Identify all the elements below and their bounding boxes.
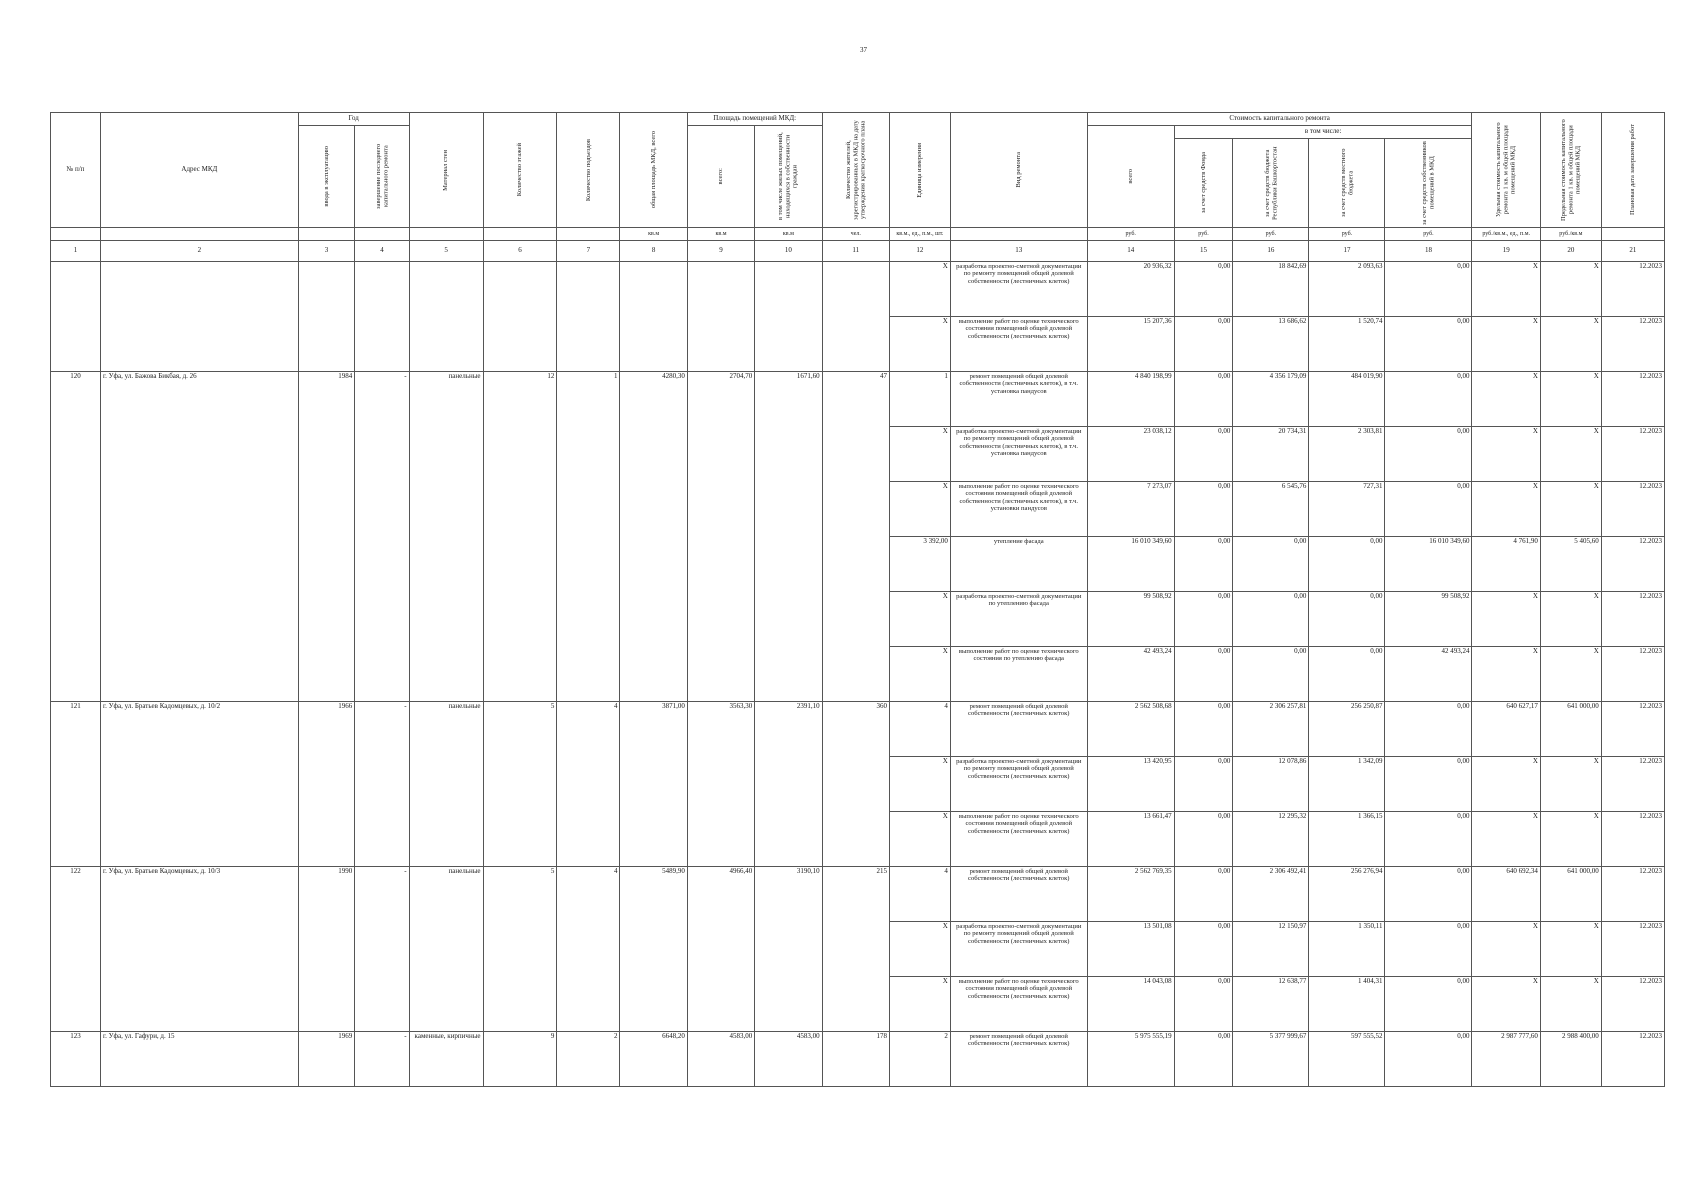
work-cost-fund: 0,00 xyxy=(1174,372,1233,427)
building-area: 4280,30 xyxy=(620,372,687,702)
column-number-cell: 9 xyxy=(687,241,754,262)
work-planned-date: 12.2023 xyxy=(1601,867,1664,922)
work-cost-fund: 0,00 xyxy=(1174,702,1233,757)
building-entrances: 2 xyxy=(557,1032,620,1087)
work-unit: X xyxy=(889,317,950,372)
work-max-cost: X xyxy=(1540,262,1601,317)
work-cost-local: 0,00 xyxy=(1309,647,1385,702)
column-number-cell: 6 xyxy=(483,241,557,262)
work-cost-republic: 12 150,97 xyxy=(1233,922,1309,977)
work-cost-republic: 12 078,86 xyxy=(1233,757,1309,812)
building-owned: 1671,60 xyxy=(755,372,822,702)
work-cost-total: 4 840 198,99 xyxy=(1087,372,1174,427)
work-planned-date: 12.2023 xyxy=(1601,317,1664,372)
header-max-cost: Предельная стоимость капитального ремонта 1 кв. м общей площади помещений МКД xyxy=(1540,113,1601,228)
unit-cell: кв.м xyxy=(755,228,822,241)
work-planned-date: 12.2023 xyxy=(1601,977,1664,1032)
work-cost-republic: 20 734,31 xyxy=(1233,427,1309,482)
unit-cell xyxy=(409,228,483,241)
work-cost-owners: 0,00 xyxy=(1385,372,1472,427)
work-cost-owners: 0,00 xyxy=(1385,262,1472,317)
building-address: г. Уфа, ул. Братьев Кадомцевых, д. 10/2 xyxy=(100,702,298,867)
unit-cell: руб. xyxy=(1309,228,1385,241)
column-number-cell: 12 xyxy=(889,241,950,262)
column-number-cell: 20 xyxy=(1540,241,1601,262)
column-number-cell: 11 xyxy=(822,241,889,262)
header-cost-total: всего xyxy=(1087,126,1174,228)
work-unit-cost: X xyxy=(1472,372,1540,427)
work-type: ремонт помещений общей долевой собственности (лестничных клеток) xyxy=(950,867,1087,922)
building-year: 1969 xyxy=(298,1032,355,1087)
work-planned-date: 12.2023 xyxy=(1601,647,1664,702)
unit-cell xyxy=(483,228,557,241)
work-unit: 3 392,00 xyxy=(889,537,950,592)
work-cost-republic: 18 842,69 xyxy=(1233,262,1309,317)
work-cost-total: 7 273,07 xyxy=(1087,482,1174,537)
work-cost-local: 1 404,31 xyxy=(1309,977,1385,1032)
building-address xyxy=(100,262,298,372)
work-cost-fund: 0,00 xyxy=(1174,977,1233,1032)
work-cost-total: 20 936,32 xyxy=(1087,262,1174,317)
work-planned-date: 12.2023 xyxy=(1601,757,1664,812)
building-last-repair: - xyxy=(355,867,409,1032)
building-owned xyxy=(755,262,822,372)
building-floors: 9 xyxy=(483,1032,557,1087)
work-cost-local: 1 342,09 xyxy=(1309,757,1385,812)
work-cost-total: 13 501,08 xyxy=(1087,922,1174,977)
work-max-cost: X xyxy=(1540,592,1601,647)
work-type: выполнение работ по оценке технического состояния помещений общей долевой собственности (лестничных клеток) xyxy=(950,977,1087,1032)
building-owned: 3190,10 xyxy=(755,867,822,1032)
work-planned-date: 12.2023 xyxy=(1601,702,1664,757)
work-cost-total: 15 207,36 xyxy=(1087,317,1174,372)
column-number-cell: 17 xyxy=(1309,241,1385,262)
work-unit: X xyxy=(889,427,950,482)
work-max-cost: X xyxy=(1540,372,1601,427)
column-number-cell: 18 xyxy=(1385,241,1472,262)
work-cost-local: 1 366,15 xyxy=(1309,812,1385,867)
table-row xyxy=(51,1032,1665,1087)
work-type: разработка проектно-сметной документации по ремонту помещений общей долевой собственности (лестничных клеток) xyxy=(950,922,1087,977)
unit-cell xyxy=(1601,228,1664,241)
units-row xyxy=(51,228,1665,241)
unit-cell: руб. xyxy=(1174,228,1233,241)
work-cost-owners: 0,00 xyxy=(1385,482,1472,537)
work-cost-total: 16 010 349,60 xyxy=(1087,537,1174,592)
building-material: панельные xyxy=(409,702,483,867)
building-floors: 5 xyxy=(483,867,557,1032)
header-no: № п/п xyxy=(51,113,101,228)
work-cost-republic: 6 545,76 xyxy=(1233,482,1309,537)
header-address: Адрес МКД xyxy=(100,113,298,228)
work-max-cost: X xyxy=(1540,812,1601,867)
work-cost-owners: 99 508,92 xyxy=(1385,592,1472,647)
work-planned-date: 12.2023 xyxy=(1601,922,1664,977)
page-number: 37 xyxy=(860,46,867,54)
work-unit: X xyxy=(889,812,950,867)
table-row xyxy=(51,702,1665,757)
table-row xyxy=(51,867,1665,922)
header-wall-material: Материал стен xyxy=(409,113,483,228)
building-no xyxy=(51,262,101,372)
unit-cell: руб. xyxy=(1233,228,1309,241)
header-unit-cost: Удельная стоимость капитального ремонта 1 кв. м общей площади помещений МКД xyxy=(1472,113,1540,228)
header-cost-republic: за счет средств бюджета Республики Башкортостан xyxy=(1233,139,1309,228)
work-max-cost: X xyxy=(1540,977,1601,1032)
work-type: утепление фасада xyxy=(950,537,1087,592)
work-cost-fund: 0,00 xyxy=(1174,427,1233,482)
work-unit: 2 xyxy=(889,1032,950,1087)
work-cost-fund: 0,00 xyxy=(1174,867,1233,922)
work-cost-total: 99 508,92 xyxy=(1087,592,1174,647)
column-number-cell: 19 xyxy=(1472,241,1540,262)
work-type: разработка проектно-сметной документации по утеплению фасада xyxy=(950,592,1087,647)
building-entrances: 4 xyxy=(557,867,620,1032)
work-unit-cost: 640 627,17 xyxy=(1472,702,1540,757)
column-number-cell: 7 xyxy=(557,241,620,262)
work-cost-local: 1 350,11 xyxy=(1309,922,1385,977)
work-cost-fund: 0,00 xyxy=(1174,812,1233,867)
work-cost-total: 2 562 508,68 xyxy=(1087,702,1174,757)
building-residents: 360 xyxy=(822,702,889,867)
work-max-cost: X xyxy=(1540,922,1601,977)
table-body xyxy=(51,262,1665,1087)
work-cost-republic: 0,00 xyxy=(1233,647,1309,702)
building-area: 6648,20 xyxy=(620,1032,687,1087)
work-cost-owners: 0,00 xyxy=(1385,757,1472,812)
table-header xyxy=(51,113,1665,262)
work-type: выполнение работ по оценке технического состояния помещений общей долевой собственности (лестничных клеток) xyxy=(950,812,1087,867)
unit-cell xyxy=(557,228,620,241)
unit-cell: кв.м xyxy=(620,228,687,241)
building-year: 1990 xyxy=(298,867,355,1032)
building-year: 1984 xyxy=(298,372,355,702)
header-unit: Единица измерения xyxy=(889,113,950,228)
work-cost-fund: 0,00 xyxy=(1174,1032,1233,1087)
work-unit: 4 xyxy=(889,867,950,922)
work-cost-fund: 0,00 xyxy=(1174,922,1233,977)
work-type: выполнение работ по оценке технического состояния помещений общей долевой собственности (лестничных клеток) xyxy=(950,317,1087,372)
work-cost-local: 0,00 xyxy=(1309,592,1385,647)
work-unit: X xyxy=(889,922,950,977)
work-max-cost: 2 988 400,00 xyxy=(1540,1032,1601,1087)
work-cost-owners: 0,00 xyxy=(1385,702,1472,757)
work-type: ремонт помещений общей долевой собственности (лестничных клеток) xyxy=(950,702,1087,757)
work-cost-local: 727,31 xyxy=(1309,482,1385,537)
work-cost-total: 13 661,47 xyxy=(1087,812,1174,867)
work-type: выполнение работ по оценке технического состояния помещений общей долевой собственности (лестничных клеток), в т.ч. установки пандусов xyxy=(950,482,1087,537)
building-area: 5489,90 xyxy=(620,867,687,1032)
unit-cell: чел. xyxy=(822,228,889,241)
work-cost-local: 484 019,90 xyxy=(1309,372,1385,427)
unit-cell: кв.м xyxy=(687,228,754,241)
column-number-cell: 4 xyxy=(355,241,409,262)
building-last-repair: - xyxy=(355,702,409,867)
work-planned-date: 12.2023 xyxy=(1601,537,1664,592)
work-cost-republic: 2 306 257,81 xyxy=(1233,702,1309,757)
work-cost-local: 597 555,52 xyxy=(1309,1032,1385,1087)
work-cost-owners: 0,00 xyxy=(1385,317,1472,372)
work-cost-republic: 13 686,62 xyxy=(1233,317,1309,372)
header-cost-fund: за счет средств Фонда xyxy=(1174,139,1233,228)
work-cost-total: 14 043,08 xyxy=(1087,977,1174,1032)
building-residents: 178 xyxy=(822,1032,889,1087)
column-number-cell: 2 xyxy=(100,241,298,262)
work-cost-total: 2 562 769,35 xyxy=(1087,867,1174,922)
building-last-repair: - xyxy=(355,372,409,702)
header-floors: Количество этажей xyxy=(483,113,557,228)
building-year: 1966 xyxy=(298,702,355,867)
work-planned-date: 12.2023 xyxy=(1601,1032,1664,1087)
building-no: 123 xyxy=(51,1032,101,1087)
building-material: панельные xyxy=(409,867,483,1032)
column-number-cell: 3 xyxy=(298,241,355,262)
work-cost-owners: 0,00 xyxy=(1385,427,1472,482)
work-planned-date: 12.2023 xyxy=(1601,812,1664,867)
work-type: разработка проектно-сметной документации по ремонту помещений общей долевой собственности (лестничных клеток), в т.ч. установка пандусов xyxy=(950,427,1087,482)
unit-cell: руб./кв.м., ед., п.м. xyxy=(1472,228,1540,241)
building-entrances: 1 xyxy=(557,372,620,702)
work-cost-republic: 12 638,77 xyxy=(1233,977,1309,1032)
unit-cell: руб. xyxy=(1385,228,1472,241)
building-premises: 4583,00 xyxy=(687,1032,754,1087)
building-year xyxy=(298,262,355,372)
work-cost-owners: 0,00 xyxy=(1385,812,1472,867)
work-planned-date: 12.2023 xyxy=(1601,482,1664,537)
building-floors: 5 xyxy=(483,702,557,867)
work-cost-republic: 0,00 xyxy=(1233,592,1309,647)
work-unit: X xyxy=(889,482,950,537)
building-premises: 4966,40 xyxy=(687,867,754,1032)
work-unit-cost: 4 761,90 xyxy=(1472,537,1540,592)
work-unit-cost: 2 987 777,60 xyxy=(1472,1032,1540,1087)
table-row xyxy=(51,262,1665,317)
building-entrances xyxy=(557,262,620,372)
work-cost-local: 1 520,74 xyxy=(1309,317,1385,372)
column-number-cell: 15 xyxy=(1174,241,1233,262)
unit-cell xyxy=(51,228,101,241)
header-repair-type: Вид ремонта xyxy=(950,113,1087,228)
building-owned: 4583,00 xyxy=(755,1032,822,1087)
building-premises: 2704,70 xyxy=(687,372,754,702)
work-cost-total: 13 420,95 xyxy=(1087,757,1174,812)
column-number-cell: 14 xyxy=(1087,241,1174,262)
work-unit-cost: X xyxy=(1472,922,1540,977)
work-max-cost: X xyxy=(1540,427,1601,482)
unit-cell xyxy=(355,228,409,241)
building-floors xyxy=(483,262,557,372)
building-address: г. Уфа, ул. Братьев Кадомцевых, д. 10/3 xyxy=(100,867,298,1032)
work-unit-cost: X xyxy=(1472,592,1540,647)
unit-cell xyxy=(100,228,298,241)
table-row xyxy=(51,372,1665,427)
header-cost-incl: в том числе: xyxy=(1174,126,1472,139)
header-year-last-repair: завершение последнего капитального ремонта xyxy=(355,126,409,228)
work-unit-cost: X xyxy=(1472,317,1540,372)
work-type: ремонт помещений общей долевой собственности (лестничных клеток), в т.ч. установка пандусов xyxy=(950,372,1087,427)
repair-plan-table-wrapper xyxy=(50,112,1665,1087)
header-residents: Количество жителей, зарегистрированных в МКД на дату утверждения краткосрочного плана xyxy=(822,113,889,228)
work-cost-local: 2 093,63 xyxy=(1309,262,1385,317)
work-type: разработка проектно-сметной документации по ремонту помещений общей долевой собственности (лестничных клеток) xyxy=(950,262,1087,317)
header-cost-group: Стоимость капитального ремонта xyxy=(1087,113,1472,126)
work-cost-owners: 0,00 xyxy=(1385,1032,1472,1087)
header-year-commission: ввода в эксплуатацию xyxy=(298,126,355,228)
building-last-repair xyxy=(355,262,409,372)
work-unit-cost: X xyxy=(1472,427,1540,482)
work-max-cost: 5 405,60 xyxy=(1540,537,1601,592)
work-cost-owners: 42 493,24 xyxy=(1385,647,1472,702)
work-cost-fund: 0,00 xyxy=(1174,592,1233,647)
work-cost-republic: 0,00 xyxy=(1233,537,1309,592)
work-unit: X xyxy=(889,262,950,317)
unit-cell: руб. xyxy=(1087,228,1174,241)
work-cost-republic: 5 377 999,67 xyxy=(1233,1032,1309,1087)
column-number-cell: 1 xyxy=(51,241,101,262)
header-cost-local: за счет средств местного бюджета xyxy=(1309,139,1385,228)
column-number-cell: 13 xyxy=(950,241,1087,262)
work-unit-cost: X xyxy=(1472,757,1540,812)
header-premises-group: Площадь помещений МКД: xyxy=(687,113,822,126)
work-cost-fund: 0,00 xyxy=(1174,647,1233,702)
work-max-cost: X xyxy=(1540,482,1601,537)
building-no: 120 xyxy=(51,372,101,702)
building-area xyxy=(620,262,687,372)
work-cost-local: 2 303,81 xyxy=(1309,427,1385,482)
work-unit: X xyxy=(889,757,950,812)
work-unit-cost: X xyxy=(1472,262,1540,317)
work-planned-date: 12.2023 xyxy=(1601,372,1664,427)
unit-cell: кв.м., ед., п.м., шт. xyxy=(889,228,950,241)
column-number-cell: 16 xyxy=(1233,241,1309,262)
work-max-cost: 641 000,00 xyxy=(1540,702,1601,757)
building-floors: 12 xyxy=(483,372,557,702)
building-no: 121 xyxy=(51,702,101,867)
building-address: г. Уфа, ул. Бажова Бикбая, д. 26 xyxy=(100,372,298,702)
header-cost-owners: за счет средств собственников помещений в МКД xyxy=(1385,139,1472,228)
header-premises-owned: в том числе жилых помещений, находящихся в собственности граждан xyxy=(755,126,822,228)
repair-plan-table xyxy=(50,112,1665,1087)
work-unit: X xyxy=(889,592,950,647)
header-total-area: общая площадь МКД, всего xyxy=(620,113,687,228)
work-cost-total: 23 038,12 xyxy=(1087,427,1174,482)
work-max-cost: X xyxy=(1540,647,1601,702)
header-entrances: Количество подъездов xyxy=(557,113,620,228)
building-entrances: 4 xyxy=(557,702,620,867)
work-cost-republic: 12 295,32 xyxy=(1233,812,1309,867)
work-max-cost: 641 000,00 xyxy=(1540,867,1601,922)
work-cost-fund: 0,00 xyxy=(1174,537,1233,592)
building-address: г. Уфа, ул. Гафури, д. 15 xyxy=(100,1032,298,1087)
header-premises-total: всего: xyxy=(687,126,754,228)
building-residents: 215 xyxy=(822,867,889,1032)
work-cost-local: 0,00 xyxy=(1309,537,1385,592)
building-owned: 2391,10 xyxy=(755,702,822,867)
work-cost-total: 42 493,24 xyxy=(1087,647,1174,702)
work-planned-date: 12.2023 xyxy=(1601,427,1664,482)
work-unit-cost: X xyxy=(1472,977,1540,1032)
building-premises xyxy=(687,262,754,372)
work-unit-cost: 640 692,34 xyxy=(1472,867,1540,922)
work-planned-date: 12.2023 xyxy=(1601,262,1664,317)
work-cost-local: 256 276,94 xyxy=(1309,867,1385,922)
work-unit: 1 xyxy=(889,372,950,427)
column-number-cell: 10 xyxy=(755,241,822,262)
work-type: ремонт помещений общей долевой собственности (лестничных клеток) xyxy=(950,1032,1087,1087)
unit-cell xyxy=(950,228,1087,241)
building-residents xyxy=(822,262,889,372)
building-material: каменные, кирпичные xyxy=(409,1032,483,1087)
work-unit-cost: X xyxy=(1472,482,1540,537)
building-material: панельные xyxy=(409,372,483,702)
work-unit-cost: X xyxy=(1472,812,1540,867)
work-unit: X xyxy=(889,647,950,702)
column-number-cell: 21 xyxy=(1601,241,1664,262)
work-cost-fund: 0,00 xyxy=(1174,757,1233,812)
work-max-cost: X xyxy=(1540,757,1601,812)
building-last-repair: - xyxy=(355,1032,409,1087)
work-cost-local: 256 250,87 xyxy=(1309,702,1385,757)
column-numbers-row xyxy=(51,241,1665,262)
building-residents: 47 xyxy=(822,372,889,702)
work-cost-owners: 0,00 xyxy=(1385,867,1472,922)
work-cost-total: 5 975 555,19 xyxy=(1087,1032,1174,1087)
work-type: выполнение работ по оценке технического состояния по утеплению фасада xyxy=(950,647,1087,702)
header-planned-date: Плановая дата завершения работ xyxy=(1601,113,1664,228)
building-premises: 3563,30 xyxy=(687,702,754,867)
work-cost-republic: 4 356 179,09 xyxy=(1233,372,1309,427)
header-year-group: Год xyxy=(298,113,409,126)
column-number-cell: 5 xyxy=(409,241,483,262)
building-area: 3871,00 xyxy=(620,702,687,867)
work-cost-owners: 0,00 xyxy=(1385,977,1472,1032)
work-type: разработка проектно-сметной документации по ремонту помещений общей долевой собственности (лестничных клеток) xyxy=(950,757,1087,812)
unit-cell: руб./кв.м xyxy=(1540,228,1601,241)
work-cost-fund: 0,00 xyxy=(1174,317,1233,372)
work-cost-fund: 0,00 xyxy=(1174,262,1233,317)
work-cost-owners: 0,00 xyxy=(1385,922,1472,977)
building-no: 122 xyxy=(51,867,101,1032)
unit-cell xyxy=(298,228,355,241)
work-cost-fund: 0,00 xyxy=(1174,482,1233,537)
work-unit-cost: X xyxy=(1472,647,1540,702)
work-unit: 4 xyxy=(889,702,950,757)
work-planned-date: 12.2023 xyxy=(1601,592,1664,647)
building-material xyxy=(409,262,483,372)
column-number-cell: 8 xyxy=(620,241,687,262)
work-unit: X xyxy=(889,977,950,1032)
work-max-cost: X xyxy=(1540,317,1601,372)
work-cost-owners: 16 010 349,60 xyxy=(1385,537,1472,592)
work-cost-republic: 2 306 492,41 xyxy=(1233,867,1309,922)
